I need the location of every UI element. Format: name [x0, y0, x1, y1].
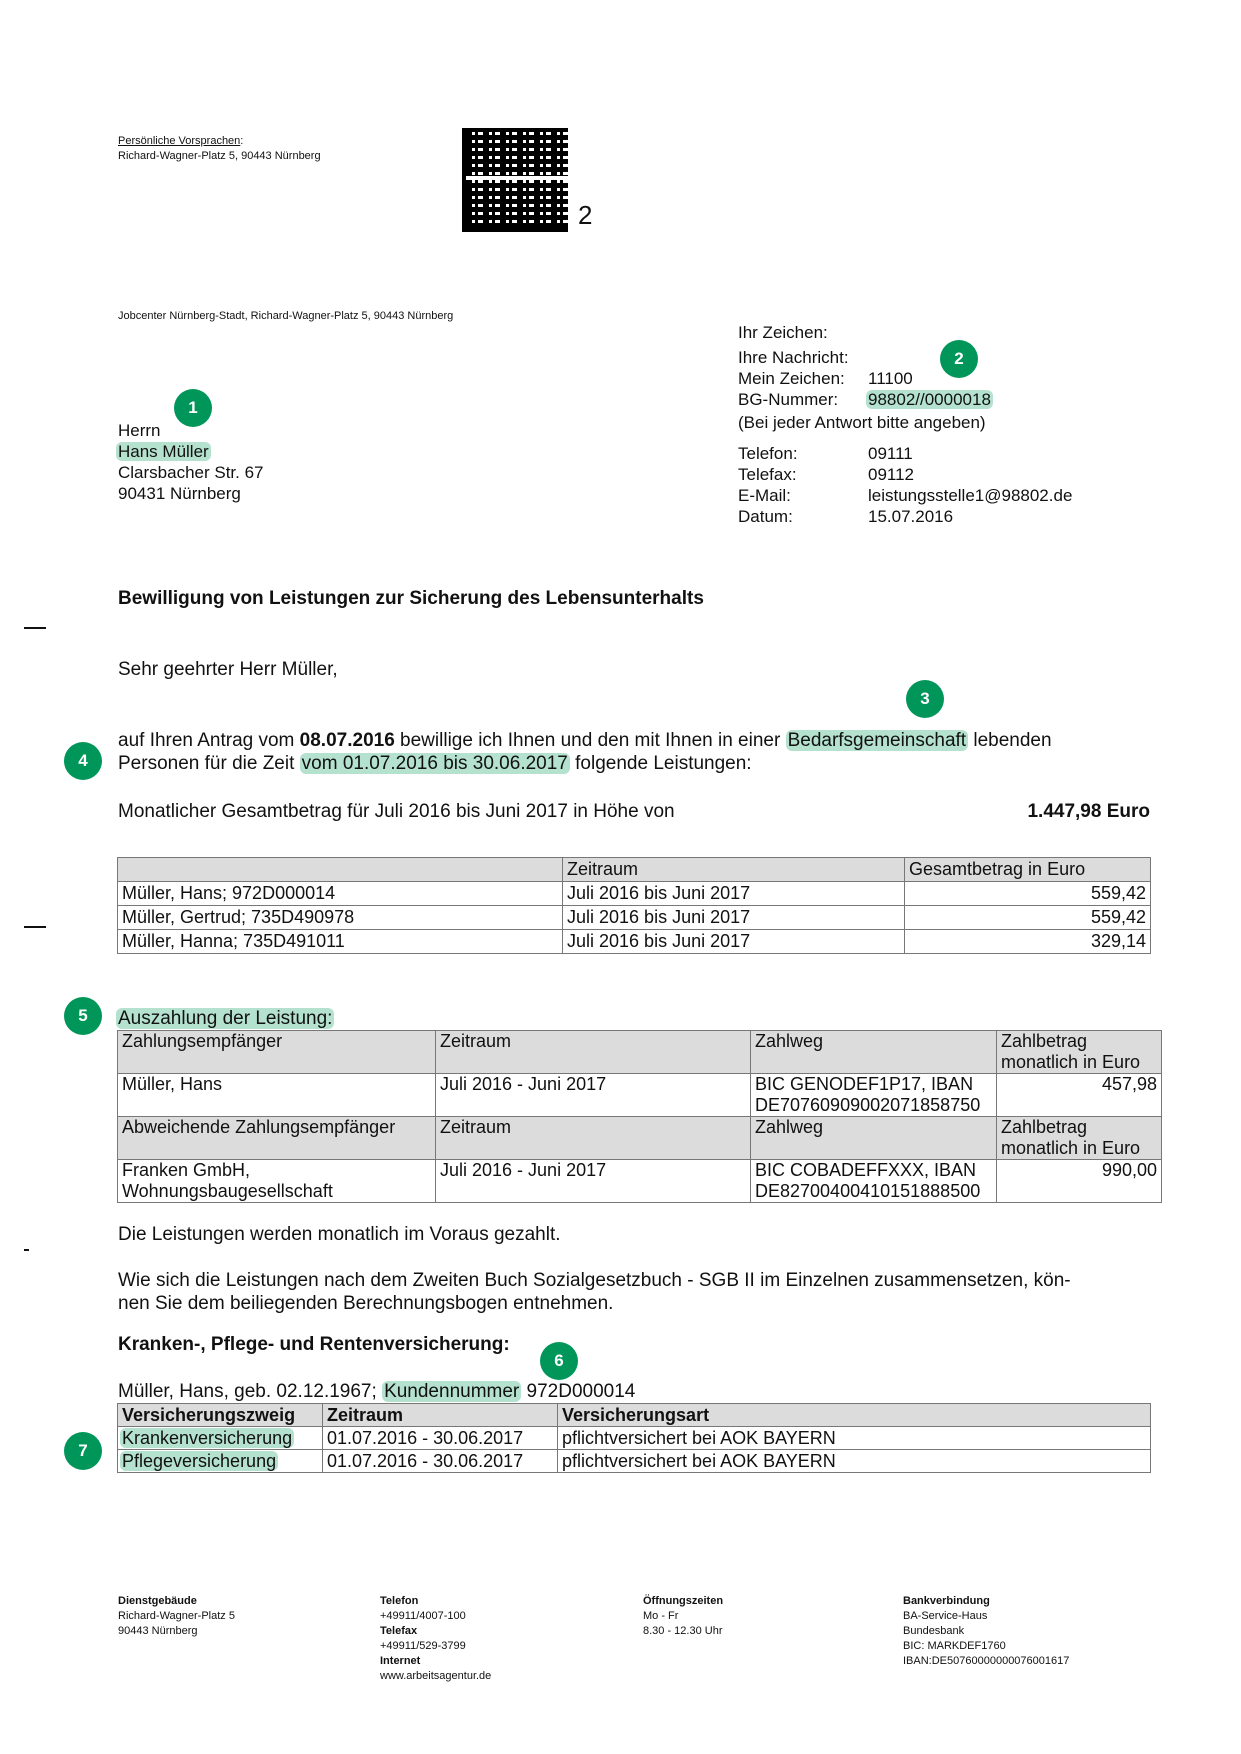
telefax-label: Telefax:: [738, 465, 797, 484]
header-cell: Abweichende Zahlungsempfänger: [118, 1117, 436, 1160]
letter-subject: Bewilligung von Leistungen zur Sicherung des Lebensunterhalts: [118, 588, 704, 609]
member-amount: 329,14: [905, 930, 1151, 954]
footer-bank: [903, 1594, 1069, 1669]
payee-name: Müller, Hans: [118, 1074, 436, 1117]
members-table: [117, 857, 1151, 954]
email-value[interactable]: leistungsstelle1@98802.de: [868, 486, 1073, 505]
punch-mark: [24, 1249, 29, 1251]
footer-building-city: 90443 Nürnberg: [118, 1625, 198, 1637]
member-name: Müller, Hanna; 735D491011: [118, 930, 563, 954]
recipient-name: Hans Müller: [118, 442, 209, 461]
table-row: [118, 1427, 1151, 1450]
datum-label: Datum:: [738, 507, 793, 526]
p1-text-d: Personen für die Zeit: [118, 753, 300, 774]
recipient-city: 90431 Nürnberg: [118, 484, 241, 503]
header-cell: Zeitraum: [323, 1404, 558, 1427]
payment-heading: [116, 1007, 334, 1030]
payee-bank: BIC COBADEFFXXX, IBAN DE82700400410151888500: [751, 1160, 997, 1203]
annotation-badge-3: 3: [906, 680, 944, 718]
header-cell: Zeitraum: [563, 858, 905, 882]
bg-nummer-label: BG-Nummer:: [738, 390, 839, 409]
payee-amount: 990,00: [997, 1160, 1162, 1203]
sgb-note-line1: Wie sich die Leistungen nach dem Zweiten Buch Sozialgesetzbuch - SGB II im Einzelnen zusammensetzen, kön-: [118, 1270, 1071, 1291]
footer-telefax-heading: Telefax: [380, 1625, 418, 1637]
footer-contact: [380, 1594, 491, 1684]
table-row: [118, 930, 1151, 954]
member-period: Juli 2016 bis Juni 2017: [563, 930, 905, 954]
payee-bank: BIC GENODEF1P17, IBAN DE70760909002071858750: [751, 1074, 997, 1117]
insurance-table: [117, 1403, 1151, 1473]
term-kundennummer: Kundennummer: [384, 1381, 520, 1402]
visit-info: [118, 134, 321, 164]
total-label: Monatlicher Gesamtbetrag für Juli 2016 bis Juni 2017 in Höhe von: [118, 801, 675, 822]
footer-internet-heading: Internet: [380, 1655, 421, 1667]
visit-address: Richard-Wagner-Platz 5, 90443 Nürnberg: [118, 150, 321, 162]
email-label: E-Mail:: [738, 486, 791, 505]
insurance-period: 01.07.2016 - 30.06.2017: [323, 1450, 558, 1473]
header-cell: Zahlungsempfänger: [118, 1031, 436, 1074]
footer-telefon-value: +49911/4007-100: [380, 1610, 466, 1622]
insurance-period: 01.07.2016 - 30.06.2017: [323, 1427, 558, 1450]
footer-bank-heading: Bankverbindung: [903, 1595, 990, 1607]
sgb-note-line2: nen Sie dem beiliegenden Berechnungsbogen entnehmen.: [118, 1293, 614, 1314]
header-cell: Zeitraum: [436, 1031, 751, 1074]
payment-heading-text: Auszahlung der Leistung:: [118, 1008, 333, 1029]
footer-bank-iban: IBAN:DE50760000000076001617: [903, 1655, 1070, 1667]
member-amount: 559,42: [905, 882, 1151, 906]
header-cell: Versicherungszweig: [118, 1404, 323, 1427]
table-row: [118, 906, 1151, 930]
insurance-type: pflichtversichert bei AOK BAYERN: [558, 1427, 1151, 1450]
table-header-row: [118, 1117, 1162, 1160]
payee-amount: 457,98: [997, 1074, 1162, 1117]
footer-building-street: Richard-Wagner-Platz 5: [118, 1610, 235, 1622]
fold-mark-top: [24, 627, 46, 629]
p1-text-e: folgende Leistungen:: [569, 753, 752, 774]
annotation-badge-2: 2: [940, 340, 978, 378]
grant-paragraph: [118, 729, 1168, 775]
insurance-type: pflichtversichert bei AOK BAYERN: [558, 1450, 1151, 1473]
recipient-address: [118, 420, 264, 504]
footer-bank-bic: BIC: MARKDEF1760: [903, 1640, 1006, 1652]
recipient-street: Clarsbacher Str. 67: [118, 463, 264, 482]
member-name: Müller, Hans; 972D000014: [118, 882, 563, 906]
page-number: 2: [578, 200, 593, 230]
member-amount: 559,42: [905, 906, 1151, 930]
telefon-label: Telefon:: [738, 444, 798, 463]
table-row: [118, 1160, 1162, 1203]
footer-bank-line2: Bundesbank: [903, 1625, 965, 1637]
footer-telefon-heading: Telefon: [380, 1595, 419, 1607]
footer-building: [118, 1594, 235, 1639]
footer-hours-times: 8.30 - 12.30 Uhr: [643, 1625, 723, 1637]
insurance-heading: Kranken-, Pflege- und Rentenversicherung:: [118, 1334, 510, 1355]
sender-line: Jobcenter Nürnberg-Stadt, Richard-Wagner-Platz 5, 90443 Nürnberg: [118, 310, 454, 322]
header-cell: [118, 858, 563, 882]
table-header-row: [118, 858, 1151, 882]
insurance-branch: Krankenversicherung: [122, 1428, 293, 1448]
payee-name: Franken GmbH, Wohnungsbaugesellschaft: [118, 1160, 436, 1203]
telefon-value: 09111: [868, 444, 913, 463]
grant-period: vom 01.07.2016 bis 30.06.2017: [301, 753, 568, 774]
visit-colon: :: [240, 135, 244, 147]
annotation-badge-1: 1: [174, 389, 212, 427]
member-period: Juli 2016 bis Juni 2017: [563, 906, 905, 930]
ihre-nachricht-label: Ihre Nachricht:: [738, 348, 849, 367]
payee-period: Juli 2016 - Juni 2017: [436, 1074, 751, 1117]
header-cell: Zeitraum: [436, 1117, 751, 1160]
member-period: Juli 2016 bis Juni 2017: [563, 882, 905, 906]
header-cell: Zahlbetrag monatlich in Euro: [997, 1117, 1162, 1160]
footer-bank-line1: BA-Service-Haus: [903, 1610, 988, 1622]
mein-zeichen-value: 11100: [868, 369, 913, 388]
visit-label: Persönliche Vorsprachen: [118, 135, 241, 147]
footer-telefax-value: +49911/529-3799: [380, 1640, 466, 1652]
datum-value: 15.07.2016: [868, 507, 954, 526]
sgb-note: [118, 1269, 1168, 1315]
annotation-badge-6: 6: [540, 1342, 578, 1380]
p1-text-c: lebenden: [968, 730, 1052, 751]
table-row: [118, 882, 1151, 906]
annotation-badge-5: 5: [64, 997, 102, 1035]
footer-building-heading: Dienstgebäude: [118, 1595, 197, 1607]
insured-person: [118, 1380, 635, 1403]
insured-text-a: Müller, Hans, geb. 02.12.1967;: [118, 1381, 383, 1402]
header-cell: Zahlweg: [751, 1031, 997, 1074]
header-cell: Versicherungsart: [558, 1404, 1151, 1427]
advance-note: Die Leistungen werden monatlich im Voraus gezahlt.: [118, 1224, 561, 1245]
letter-greeting: Sehr geehrter Herr Müller,: [118, 659, 338, 680]
table-header-row: [118, 1031, 1162, 1074]
mein-zeichen-label: Mein Zeichen:: [738, 369, 845, 388]
footer-hours-heading: Öffnungszeiten: [643, 1595, 724, 1607]
telefax-value: 09112: [868, 465, 915, 484]
recipient-salutation: Herrn: [118, 421, 161, 440]
insurance-branch: Pflegeversicherung: [122, 1451, 277, 1471]
header-cell: Zahlbetrag monatlich in Euro: [997, 1031, 1162, 1074]
fold-mark-middle: [24, 926, 46, 928]
table-row: [118, 1074, 1162, 1117]
annotation-badge-7: 7: [64, 1432, 102, 1470]
footer-hours-days: Mo - Fr: [643, 1610, 679, 1622]
ihr-zeichen-label: Ihr Zeichen:: [738, 323, 828, 342]
header-cell: Gesamtbetrag in Euro: [905, 858, 1151, 882]
application-date: 08.07.2016: [299, 730, 395, 751]
footer-hours: [643, 1594, 723, 1639]
reference-hint: (Bei jeder Antwort bitte angeben): [738, 413, 986, 432]
member-name: Müller, Gertrud; 735D490978: [118, 906, 563, 930]
header-cell: Zahlweg: [751, 1117, 997, 1160]
table-header-row: [118, 1404, 1151, 1427]
total-value: 1.447,98 Euro: [1027, 801, 1150, 822]
insured-text-b: 972D000014: [521, 1381, 636, 1402]
annotation-badge-4: 4: [64, 742, 102, 780]
table-row: [118, 1450, 1151, 1473]
footer-internet-link[interactable]: www.arbeitsagentur.de: [380, 1670, 492, 1682]
bg-nummer-value: 98802//0000018: [868, 390, 991, 409]
term-bedarfsgemeinschaft: Bedarfsgemeinschaft: [787, 730, 967, 751]
datamatrix-code: [462, 128, 568, 232]
p1-text-a: auf Ihren Antrag vom: [118, 730, 300, 751]
payment-table: [117, 1030, 1162, 1203]
payee-period: Juli 2016 - Juni 2017: [436, 1160, 751, 1203]
p1-text-b: bewillige ich Ihnen und den mit Ihnen in einer: [394, 730, 786, 751]
